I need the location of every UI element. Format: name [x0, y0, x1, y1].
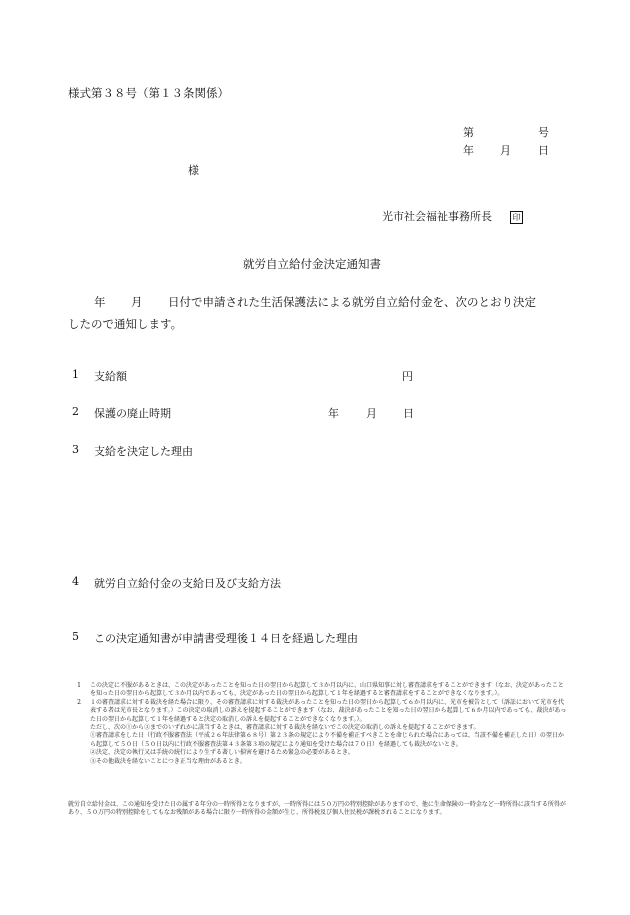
body-month: 月: [131, 295, 143, 309]
item-1-label: 支給額: [94, 370, 127, 383]
form-number: 様式第３８号（第１３条関係）: [68, 86, 229, 100]
item-2-day: 日: [403, 407, 414, 420]
item-2-num: 2: [72, 405, 79, 418]
item-1-num: 1: [72, 368, 79, 381]
note-2-text: １の審査請求に対する裁決を経た場合に限り、その審査請求に対する裁決があったことを知った日の翌日から起算して６か月以内に、光市を被告として（訴訟において光市を代表する者は光市長となります。）この決定の取消しの訴えを提起することができます（なお、裁決があったことを知った日の翌日から起算して６か月以内であっても、裁決があった日の翌日から起算して１年を経過すると決定の取消しの訴えを提起することができなくなります。）。: [90, 698, 567, 723]
item-3-num: 3: [72, 443, 79, 456]
note-extra-line: ただし、次の①から③までのいずれかに該当するときは、審査請求に対する裁決を経ないでこの決定の取消しの訴えを提起することができます。: [90, 724, 480, 732]
item-5-label: この決定通知書が申請書受理後１４日を経過した理由: [94, 632, 358, 645]
note-2-num: 2: [77, 698, 81, 706]
sender-name: 光市社会福祉事務所長: [382, 210, 492, 223]
body-year: 年: [94, 295, 106, 309]
date-month: 月: [500, 144, 511, 157]
note-item: [68, 682, 568, 699]
note-1-text: この決定に不服があるときは、この決定があったことを知った日の翌日から起算して３か月以内に、山口県知事に対し審査請求をすることができます（なお、決定があったことを知った日の翌日から起算して３か月以内であっても、決定があった日の翌日から起算して１年を経過すると審査請求をすることができなくなります。）。: [90, 682, 564, 698]
date-year: 年: [463, 144, 474, 157]
item-3-label: 支給を決定した理由: [94, 445, 193, 458]
body-line-1-text: 日付で申請された生活保護法による就労自立給付金を、次のとおり決定: [168, 295, 536, 309]
addressee-suffix: 様: [188, 164, 199, 177]
item-2-month: 月: [366, 407, 377, 420]
item-5-num: 5: [72, 630, 79, 643]
item-4-label: 就労自立給付金の支給日及び支給方法: [94, 577, 281, 590]
doc-number-suffix: 号: [538, 126, 549, 139]
note-extra-line: ②決定、決定の執行又は手続の続行により生ずる著しい損害を避けるため緊急の必要があるとき。: [90, 749, 354, 757]
item-2-year: 年: [328, 407, 339, 420]
sender: [382, 208, 523, 224]
date-day: 日: [538, 144, 549, 157]
item-4-num: 4: [72, 575, 79, 588]
item-1-unit: 円: [402, 370, 413, 383]
note-item: [68, 699, 568, 724]
item-2-label: 保護の廃止時期: [94, 407, 171, 420]
document-title: 就労自立給付金決定通知書: [243, 257, 381, 271]
footer-note: 就労自立給付金は、この通知を受けた日の属する年分の一時所得となりますが、一時所得には５０万円の特別控除がありますので、他に生命保険の一時金など一時所得に該当する所得があり、５０万円の特別控除をしてもなお残額がある場合に限り一時所得の金額が生じ、所得税及び個人住民税が課税されることになります。: [68, 801, 566, 817]
notes: [68, 682, 568, 766]
seal-icon: 印: [510, 211, 523, 224]
body-line-2: したので通知します。: [68, 317, 183, 331]
note-1-num: 1: [77, 682, 81, 689]
note-extra-line: ①審査請求をした日（行政不服審査法（平成２６年法律第６８号）第２３条の規定により不備を補正すべきことを命じられた場合にあっては、当該不備を補正した日）の翌日から起算して５０日（５０日以内に行政不服審査法第４３条第３項の規定により通知を受けた場合は７０日）を経過しても裁決がないとき。: [90, 732, 564, 748]
note-extra-line: ③その他裁決を経ないことにつき正当な理由があるとき。: [90, 757, 246, 765]
doc-number-label: 第: [463, 126, 474, 139]
